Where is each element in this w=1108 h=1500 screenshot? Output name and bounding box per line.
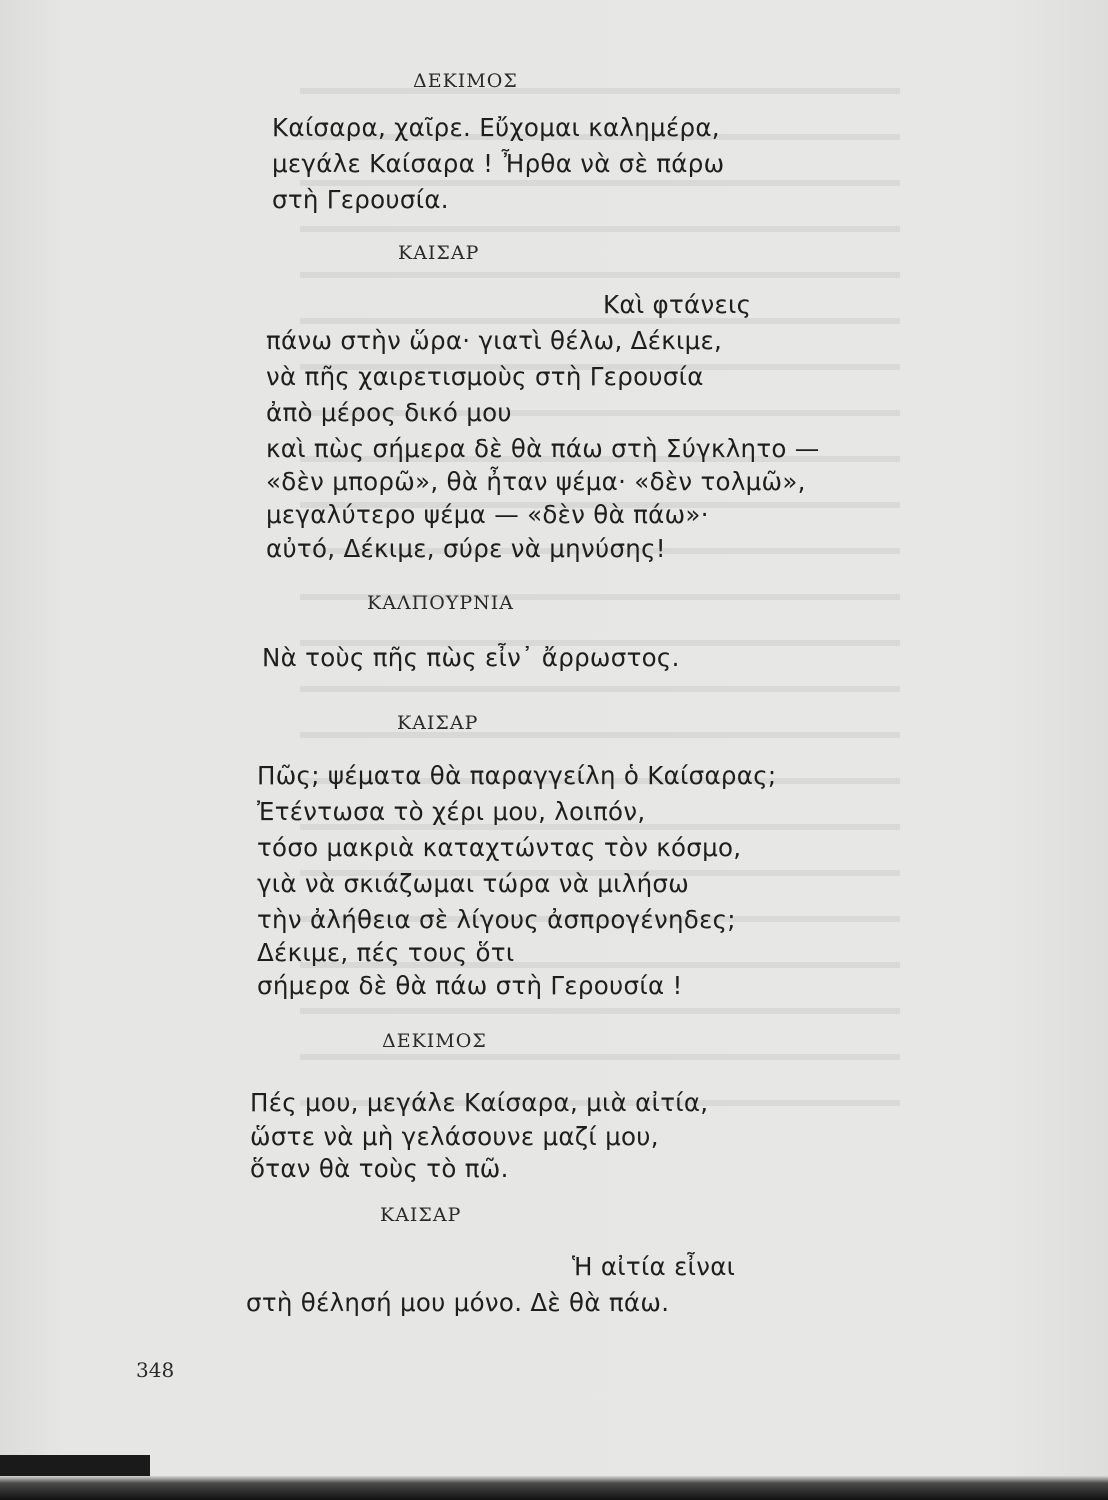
verse-line: γιὰ νὰ σκιάζωμαι τώρα νὰ μιλήσω: [257, 869, 690, 898]
verse-line: πάνω στὴν ὥρα· γιατὶ θέλω, Δέκιμε,: [266, 326, 723, 355]
verse-line: Πῶς; ψέματα θὰ παραγγείλη ὁ Καίσαρας;: [257, 761, 777, 790]
verse-line: αὐτό, Δέκιμε, σύρε νὰ μηνύσης!: [266, 534, 666, 563]
verse-line: Καὶ φτάνεις: [603, 290, 752, 319]
verse-line: Καίσαρα, χαῖρε. Εὔχομαι καλημέρα,: [272, 113, 720, 142]
verse-line: τόσο μακριὰ καταχτώντας τὸν κόσμο,: [257, 833, 742, 862]
verse-line: Πές μου, μεγάλε Καίσαρα, μιὰ αἰτία,: [250, 1088, 709, 1117]
verse-line: μεγαλύτερο ψέμα — «δὲν θὰ πάω»·: [266, 500, 709, 529]
verse-line: ἀπὸ μέρος δικό μου: [266, 398, 512, 427]
verse-line: μεγάλε Καίσαρα ! Ἦρθα νὰ σὲ πάρω: [272, 149, 725, 178]
speaker-kaisar: ΚΑΙΣΑΡ: [397, 712, 479, 734]
verse-line: Νὰ τοὺς πῆς πὼς εἶν᾿ ἄρρωστος.: [262, 643, 680, 672]
verse-line: Ἡ αἰτία εἶναι: [572, 1252, 736, 1281]
verse-line: ὥστε νὰ μὴ γελάσουνε μαζί μου,: [250, 1122, 659, 1151]
verse-line: καὶ πὼς σήμερα δὲ θὰ πάω στὴ Σύγκλητο —: [266, 434, 820, 463]
verse-line: ὅταν θὰ τοὺς τὸ πῶ.: [250, 1154, 509, 1183]
verse-line: στὴ θέλησή μου μόνο. Δὲ θὰ πάω.: [246, 1288, 670, 1317]
verse-line: «δὲν μπορῶ», θὰ ἦταν ψέμα· «δὲν τολμῶ»,: [266, 467, 806, 496]
verse-line: Δέκιμε, πές τους ὅτι: [257, 938, 515, 967]
verse-line: Ἐτέντωσα τὸ χέρι μου, λοιπόν,: [257, 797, 646, 826]
verse-line: τὴν ἀλήθεια σὲ λίγους ἀσπρογένηδες;: [257, 905, 736, 934]
speaker-kalpournia: ΚΑΛΠΟΥΡΝΙΑ: [367, 592, 514, 614]
speaker-dekimos: ΔΕΚΙΜΟΣ: [413, 70, 518, 92]
verse-line: σήμερα δὲ θὰ πάω στὴ Γερουσία !: [257, 971, 683, 1000]
speaker-kaisar: ΚΑΙΣΑΡ: [380, 1204, 462, 1226]
speaker-dekimos: ΔΕΚΙΜΟΣ: [382, 1030, 487, 1052]
verse-line: στὴ Γερουσία.: [272, 185, 449, 214]
page-bottom-edge: [0, 1476, 1108, 1500]
page-number: 348: [136, 1358, 175, 1382]
speaker-kaisar: ΚΑΙΣΑΡ: [398, 242, 480, 264]
verse-line: νὰ πῆς χαιρετισμοὺς στὴ Γερουσία: [266, 362, 704, 391]
